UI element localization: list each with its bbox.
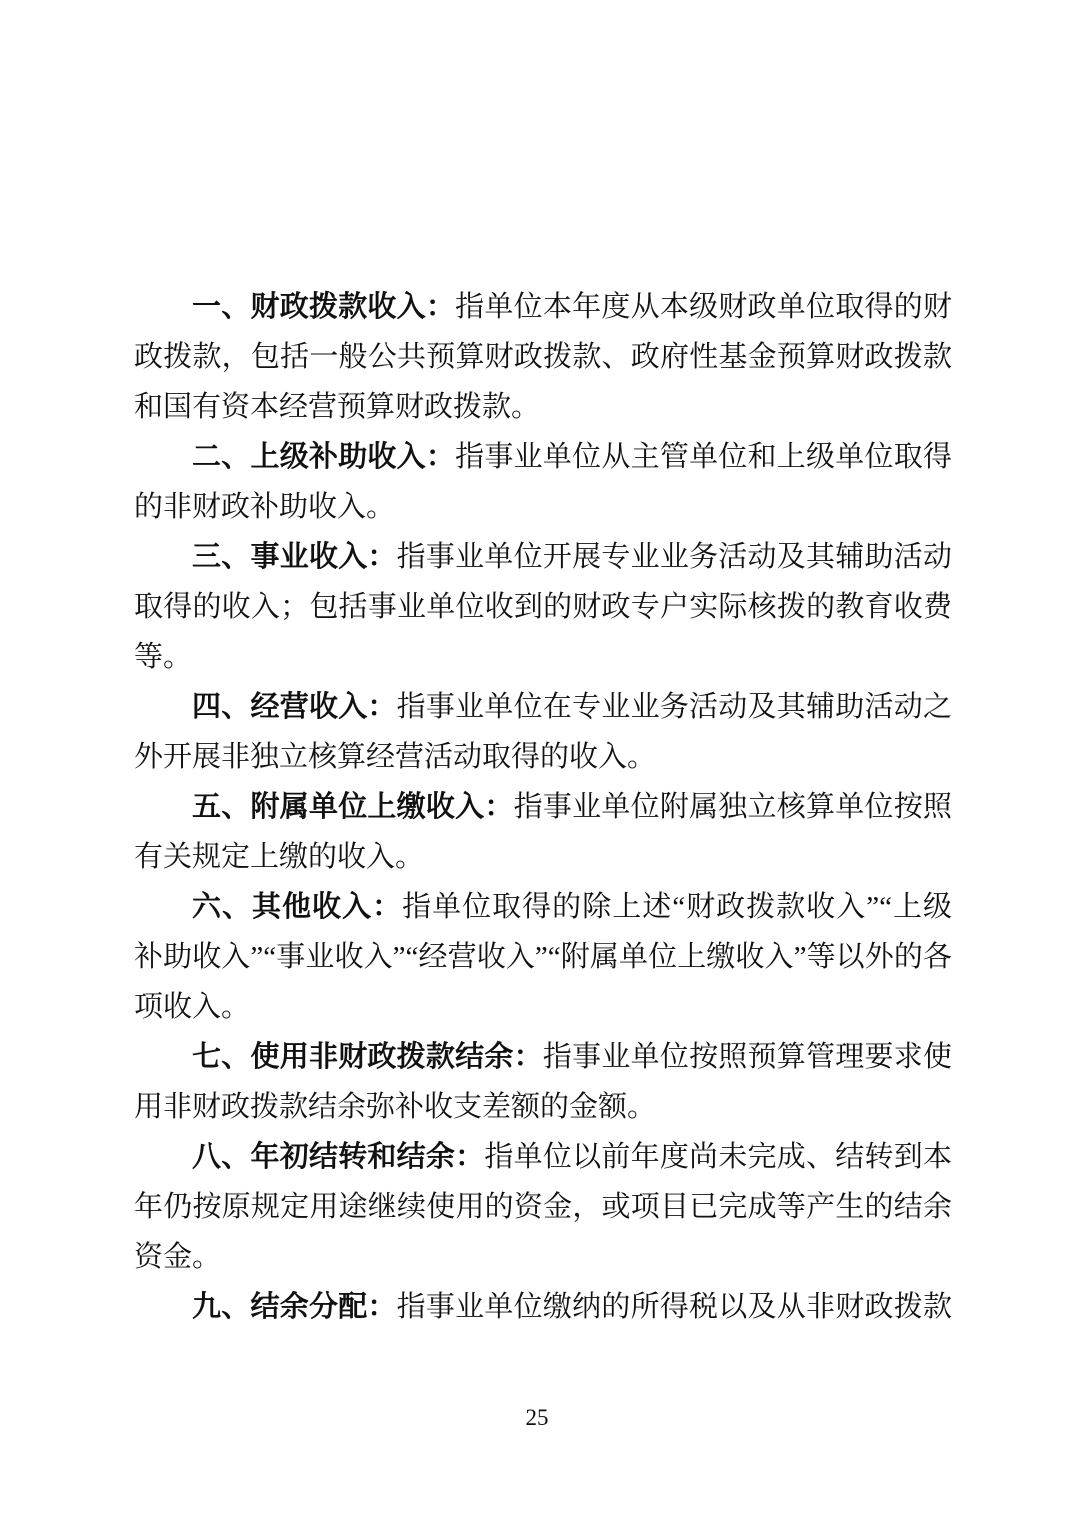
term-heading: 二、上级补助收入：: [192, 441, 456, 473]
term-heading: 三、事业收入：: [192, 541, 397, 573]
term-definition: 指事业单位附属独立核算单位按照有关规定上缴的收入。: [134, 791, 952, 873]
definition-paragraph-1: [134, 282, 952, 432]
term-definition: 指单位本年度从本级财政单位取得的财政拨款，包括一般公共预算财政拨款、政府性基金预算财政拨款和国有资本经营预算财政拨款。: [134, 291, 952, 423]
term-definition: 指单位以前年度尚未完成、结转到本年仍按原规定用途继续使用的资金，或项目已完成等产生的结余资金。: [134, 1141, 952, 1273]
term-definition: 指事业单位开展专业业务活动及其辅助活动取得的收入；包括事业单位收到的财政专户实际核拨的教育收费等。: [134, 541, 952, 673]
definition-paragraph-9: [134, 1282, 952, 1332]
definition-paragraph-3: [134, 532, 952, 682]
term-definition: 指事业单位在专业业务活动及其辅助活动之外开展非独立核算经营活动取得的收入。: [134, 691, 952, 773]
definition-paragraph-7: [134, 1032, 952, 1132]
definition-paragraph-6: [134, 882, 952, 1032]
definition-paragraph-4: [134, 682, 952, 782]
term-heading: 一、财政拨款收入：: [192, 291, 456, 323]
page-number: 25: [525, 1405, 549, 1430]
definition-paragraph-8: [134, 1132, 952, 1282]
term-definition: 指单位取得的除上述“财政拨款收入”“上级补助收入”“事业收入”“经营收入”“附属单位上缴收入”等以外的各项收入。: [134, 891, 952, 1023]
document-body: [134, 282, 952, 1332]
term-heading: 八、年初结转和结余：: [192, 1141, 485, 1173]
term-heading: 五、附属单位上缴收入：: [192, 791, 514, 823]
term-definition: 指事业单位缴纳的所得税以及从非财政拨款: [396, 1291, 952, 1323]
term-heading: 七、使用非财政拨款结余：: [192, 1041, 543, 1073]
term-heading: 六、其他收入：: [192, 891, 403, 923]
term-heading: 九、结余分配：: [192, 1291, 397, 1323]
term-definition: 指事业单位按照预算管理要求使用非财政拨款结余弥补收支差额的金额。: [134, 1041, 952, 1123]
term-heading: 四、经营收入：: [192, 691, 397, 723]
definition-paragraph-5: [134, 782, 952, 882]
term-definition: 指事业单位从主管单位和上级单位取得的非财政补助收入。: [134, 441, 952, 523]
definition-paragraph-2: [134, 432, 952, 532]
